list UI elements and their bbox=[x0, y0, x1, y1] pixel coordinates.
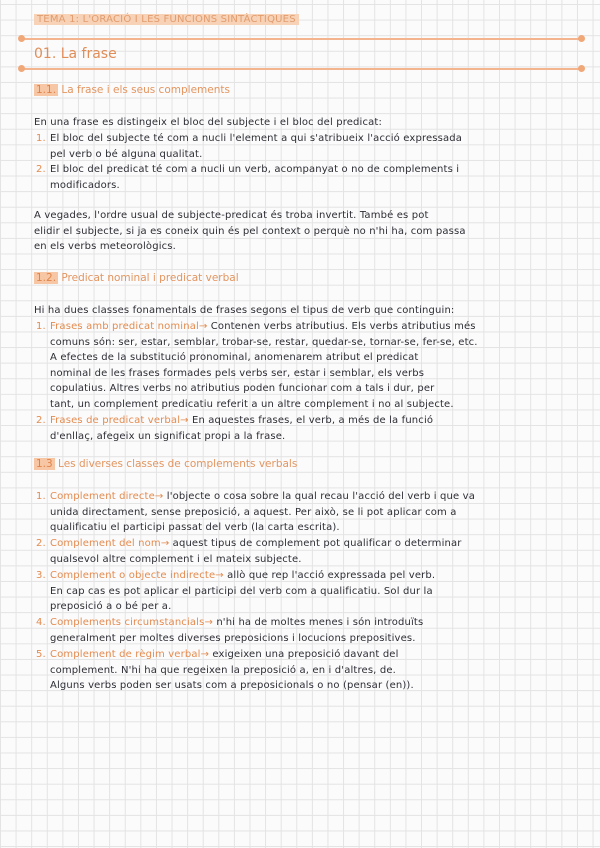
subsection-heading bbox=[34, 272, 239, 284]
paragraph-line: A vegades, l'ordre usual de subjecte-predicat és troba invertit. També es pot bbox=[34, 210, 429, 221]
list-text: En aquestes frases, el verb, a més de la funció bbox=[191, 415, 434, 426]
list-text: Alguns verbs poden ser usats com a preposicionals o no (pensar (en)). bbox=[50, 680, 414, 692]
subsection-heading bbox=[34, 84, 230, 96]
arrow-icon: → bbox=[204, 617, 217, 628]
list-item bbox=[36, 162, 459, 193]
list-text: En cap cas es pot aplicar el participi del verb com a qualificatiu. Sol dur la bbox=[50, 585, 433, 597]
list-item bbox=[36, 413, 433, 444]
list-text: exigeixen una preposició davant del bbox=[212, 649, 399, 660]
list-text: tant, un complement predicatiu referit a un altre complement i no al subjecte. bbox=[50, 398, 454, 410]
list-text: modificadors. bbox=[50, 179, 120, 191]
bottom-rule bbox=[22, 68, 582, 70]
top-rule bbox=[22, 38, 582, 40]
subsection-title: Predicat nominal i predicat verbal bbox=[61, 272, 239, 284]
list-item bbox=[36, 489, 475, 536]
list-text: Contenen verbs atributius. Els verbs atributius més bbox=[210, 321, 476, 332]
list-term: Complement del nom bbox=[50, 538, 161, 549]
list-text: n'hi ha de moltes menes i són introduïts bbox=[216, 617, 424, 628]
arrow-icon: → bbox=[198, 321, 211, 332]
paragraph-line: elidir el subjecte, si ja es coneix quin és pel context o perquè no n'hi ha, com passa bbox=[34, 225, 466, 237]
topic-label bbox=[34, 14, 299, 25]
top-rule-dot-right bbox=[578, 35, 585, 42]
list-text: El bloc del subjecte té com a nucli l'element a qui s'atribueix l'acció expressada bbox=[50, 133, 463, 144]
paragraph: En una frase es distingeix el bloc del subjecte i el bloc del predicat: bbox=[34, 117, 382, 128]
list-item bbox=[36, 568, 435, 615]
paragraph bbox=[34, 208, 466, 255]
list-text: qualsevol altre complement i el mateix subjecte. bbox=[50, 553, 302, 565]
list-term: Complement o objecte indirecte bbox=[50, 570, 216, 581]
list-text: d'enllaç, afegeix un significat propi a la frase. bbox=[50, 430, 286, 442]
list-term: Frases de predicat verbal bbox=[50, 415, 181, 426]
arrow-icon: → bbox=[180, 415, 192, 426]
subsection-title: Les diverses classes de complements verbals bbox=[58, 458, 298, 470]
list-text: unida directament, sense preposició, a aquest. Per això, se li pot aplicar com a bbox=[50, 506, 457, 518]
list-text: A efectes de la substitució pronominal, anomenarem atribut el predicat bbox=[50, 352, 419, 364]
list-number: 2. bbox=[36, 164, 46, 175]
list-number: 4. bbox=[36, 617, 46, 628]
paragraph-line: en els verbs meteorològics. bbox=[34, 241, 176, 253]
topic-label-text: TEMA 1: L'ORACIÓ I LES FUNCIONS SINTÀCTIQUES bbox=[34, 14, 299, 25]
list-text: generalment per moltes diverses preposicions i locucions prepositives. bbox=[50, 632, 416, 644]
list-text: El bloc del predicat té com a nucli un verb, acompanyat o no de complements i bbox=[50, 164, 460, 175]
list-term: Complement de règim verbal bbox=[50, 649, 201, 660]
list-text: pel verb o bé alguna qualitat. bbox=[50, 148, 203, 160]
section-title: 01. La frase bbox=[34, 46, 117, 62]
subsection-heading bbox=[34, 458, 297, 470]
list-item bbox=[36, 536, 462, 567]
subsection-title: La frase i els seus complements bbox=[61, 84, 230, 96]
list-number: 1. bbox=[36, 133, 46, 144]
subsection-number: 1.1. bbox=[36, 84, 57, 96]
list-term: Frases amb predicat nominal bbox=[50, 321, 199, 332]
list-term: Complements circumstancials bbox=[50, 617, 205, 628]
list-text: qualificatiu el participi passat del verb (la carta escrita). bbox=[50, 522, 340, 534]
list-text: preposició a o bé per a. bbox=[50, 601, 172, 613]
bottom-rule-dot-left bbox=[18, 65, 25, 72]
list-term: Complement directe bbox=[50, 491, 155, 502]
list-number: 1. bbox=[36, 491, 46, 502]
list-text: complement. N'hi ha que regeixen la preposició a, en i d'altres, de. bbox=[50, 664, 396, 676]
list-text: nominal de les frases formades pels verbs ser, estar i semblar, els verbs bbox=[50, 367, 425, 379]
arrow-icon: → bbox=[200, 649, 213, 660]
paragraph: Hi ha dues classes fonamentals de frases segons el tipus de verb que continguin: bbox=[34, 305, 455, 316]
list-item bbox=[36, 647, 414, 694]
arrow-icon: → bbox=[215, 570, 228, 581]
subsection-number: 1.3 bbox=[36, 458, 53, 470]
bottom-rule-dot-right bbox=[578, 65, 585, 72]
list-item bbox=[36, 131, 462, 162]
arrow-icon: → bbox=[154, 491, 167, 502]
subsection-number: 1.2. bbox=[36, 272, 57, 284]
list-text: copulatius. Altres verbs no atributius poden funcionar com a tals i dur, per bbox=[50, 383, 435, 395]
list-number: 2. bbox=[36, 538, 46, 549]
arrow-icon: → bbox=[160, 538, 173, 549]
list-number: 1. bbox=[36, 321, 46, 332]
list-item bbox=[36, 615, 423, 646]
list-text: l'objecte o cosa sobre la qual recau l'acció del verb i que va bbox=[166, 491, 476, 502]
list-item bbox=[36, 319, 478, 413]
list-text: comuns són: ser, estar, semblar, trobar-se, restar, quedar-se, tornar-se, fer-se, etc. bbox=[50, 336, 478, 348]
top-rule-dot-left bbox=[18, 35, 25, 42]
list-number: 5. bbox=[36, 649, 46, 660]
list-text: aquest tipus de complement pot qualificar o determinar bbox=[172, 538, 462, 549]
list-number: 2. bbox=[36, 415, 46, 426]
list-number: 3. bbox=[36, 570, 46, 581]
list-text: allò que rep l'acció expressada pel verb. bbox=[227, 570, 436, 581]
